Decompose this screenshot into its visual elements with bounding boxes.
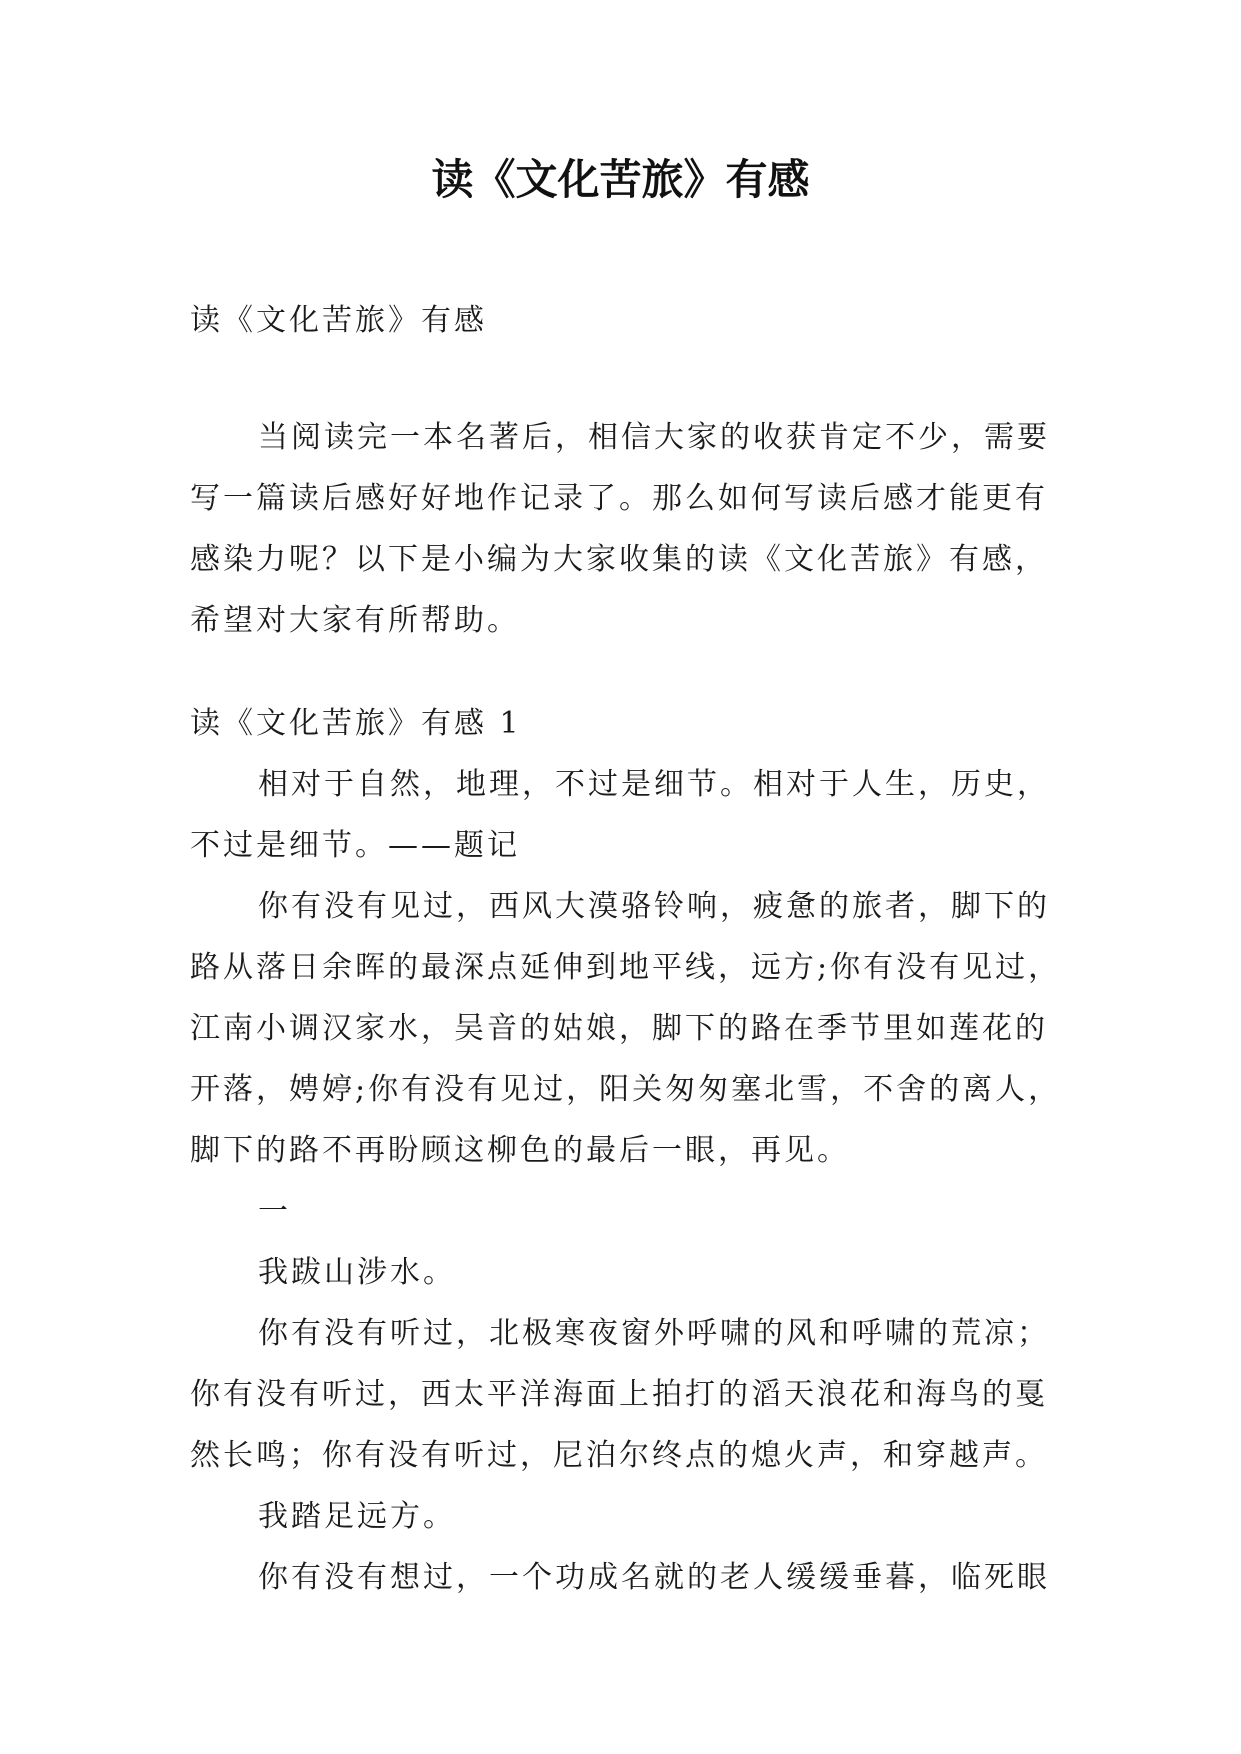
paragraph-line: 你有没有听过，西太平洋海面上拍打的滔天浪花和海鸟的戛: [190, 1377, 1048, 1412]
paragraph-line: 路从落日余晖的最深点延伸到地平线，远方;你有没有见过，: [190, 950, 1062, 985]
paragraph-line: 开落，娉婷;你有没有见过，阳关匆匆塞北雪，不舍的离人，: [190, 1072, 1062, 1107]
intro-line: 写一篇读后感好好地作记录了。那么如何写读后感才能更有: [190, 481, 1048, 516]
intro-paragraph: [190, 407, 1070, 651]
paragraph-line: 然长鸣；你有没有听过，尼泊尔终点的熄火声，和穿越声。: [190, 1438, 1048, 1473]
paragraph-line: 你有没有想过，一个功成名就的老人缓缓垂暮，临死眼: [258, 1560, 1050, 1595]
document-subtitle: 读《文化苦旅》有感: [190, 303, 487, 338]
intro-line: 希望对大家有所帮助。: [190, 603, 520, 638]
paragraph-1: [190, 876, 1070, 1181]
single-line-climb: 我跋山涉水。: [258, 1255, 456, 1290]
spacer: [190, 351, 1070, 407]
intro-line: 当阅读完一本名著后，相信大家的收获肯定不少，需要: [258, 420, 1050, 455]
intro-line: 感染力呢？以下是小编为大家收集的读《文化苦旅》有感，: [190, 542, 1048, 577]
paragraph-line: 你有没有听过，北极寒夜窗外呼啸的风和呼啸的荒凉；: [258, 1316, 1050, 1351]
document-body: [190, 290, 1070, 1608]
document-title: 读《文化苦旅》有感: [431, 155, 810, 204]
paragraph-line: 江南小调汉家水，吴音的姑娘，脚下的路在季节里如莲花的: [190, 1011, 1048, 1046]
paragraph-line: 你有没有见过，西风大漠骆铃响，疲惫的旅者，脚下的: [258, 889, 1050, 924]
epigraph-line: 不过是细节。——题记: [190, 828, 520, 863]
spacer: [190, 651, 1070, 693]
paragraph-3: [190, 1547, 1070, 1608]
section-heading: 读《文化苦旅》有感 1: [190, 706, 522, 741]
section-numeral: 一: [258, 1194, 291, 1229]
paragraph-2: [190, 1303, 1070, 1486]
epigraph-paragraph: [190, 754, 1070, 876]
epigraph-line: 相对于自然，地理，不过是细节。相对于人生，历史，: [258, 767, 1050, 802]
single-line-step: 我踏足远方。: [258, 1499, 456, 1534]
paragraph-line: 脚下的路不再盼顾这柳色的最后一眼，再见。: [190, 1133, 850, 1168]
